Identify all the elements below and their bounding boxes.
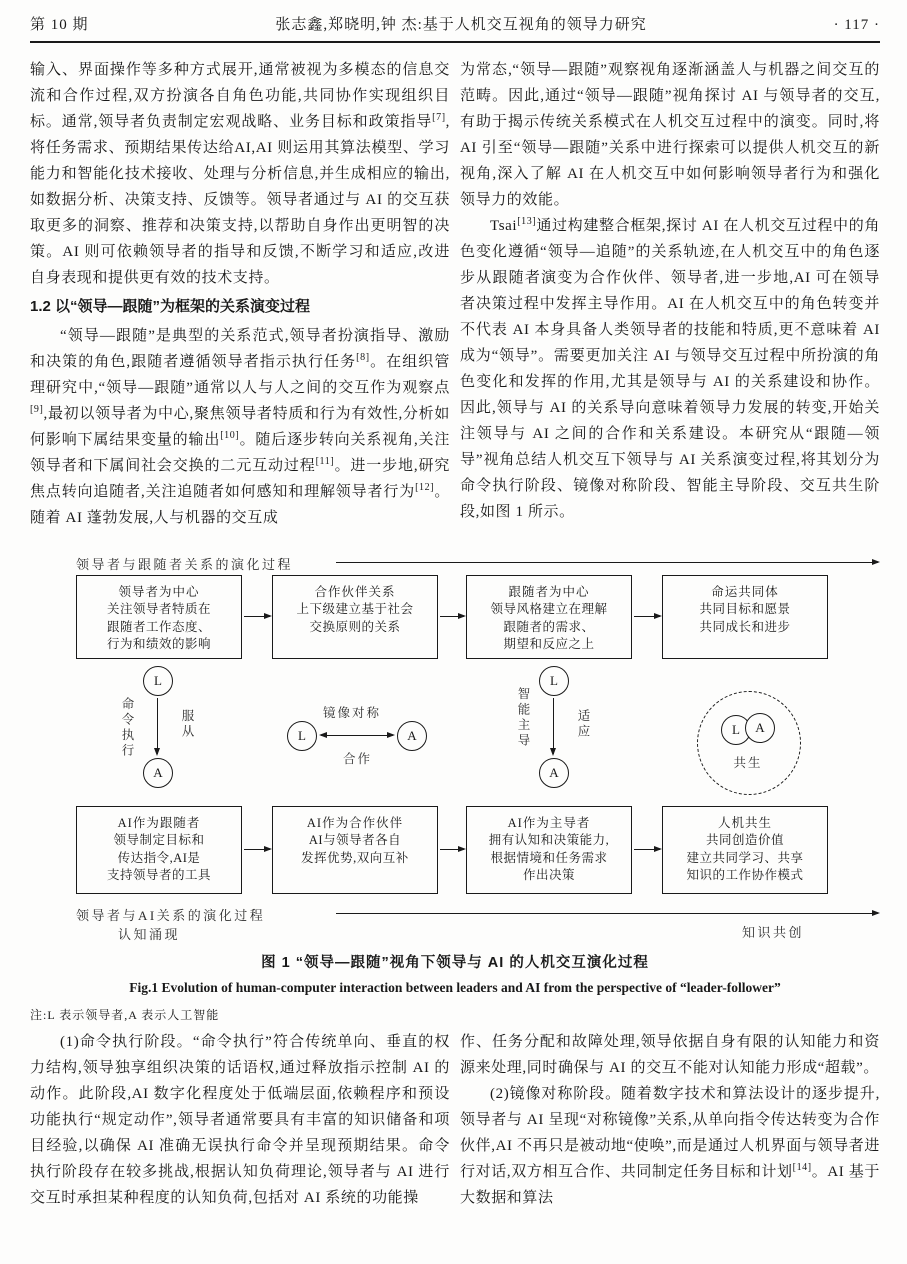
- flow-box-leader-centered: [76, 575, 242, 659]
- paragraph: Tsai[13]通过构建整合框架,探讨 AI 在人机交互过程中的角色变化遵循“领导—追随”的关系轨迹,在人机交互中的角色逐步从跟随者演变为合作伙伴、领导者,进一步地,AI 可在领导者决策过程中发挥主导作用。AI 在人机交互中的角色转变并不代表 AI 本身具备人类领导者的技能和特质,更不意味着 AI 成为“领导”。需要更加关注 AI 与领导交互过程中所扮演的角色变化和发挥的作用,尤其是领导与 AI 的关系建设和协作。因此,领导与 AI 的关系导向意味着领导力发展的转变,开始关注领导与 AI 之间的合作和关系建设。本研究从“跟随—领导”视角总结人机交互下领导与 AI 关系演变过程,将其划分为命令执行阶段、镜像对称阶段、智能主导阶段、交互共生阶段,如图 1 所示。: [460, 216, 880, 520]
- flow-box-human-ai-symbiosis: [662, 806, 828, 894]
- down-arrow-icon: [157, 698, 158, 754]
- box-title: AI作为主导者: [507, 816, 591, 830]
- box-line: 领导风格建立在理解: [490, 602, 608, 616]
- relation-label-obey: 服从: [180, 709, 194, 740]
- box-title: 跟随者为中心: [508, 585, 590, 599]
- box-line: 支持领导者的工具: [106, 868, 211, 882]
- box-line: 跟随者工作态度、: [106, 619, 211, 634]
- flow-arrow-icon: [440, 616, 464, 617]
- box-line: 共同目标和愿景: [699, 602, 791, 616]
- symbiosis-circle-icon: [697, 691, 801, 795]
- paragraph: “领导—跟随”是典型的关系范式,领导者扮演指导、激励和决策的角色,跟随者遵循领导者指示执行任务[8]。在组织管理研究中,“领导—跟随”通常以人与人之间的交互作为观察点[9],最初以领导者为中心,聚焦领导者特质和行为有效性,分析如何影响下属结果变量的输出[10]。随后逐步转向关系视角,关注领导者和下属间社会交换的二元互动过程[11]。进一步地,研究焦点转向追随者,关注追随者如何感知和理解领导者行为[12]。随着 AI 蓬勃发展,人与机器的交互成: [30, 328, 451, 526]
- flow-box-ai-follower: [76, 806, 242, 894]
- bottom-axis-right-label: 知识共创: [742, 925, 805, 940]
- flow-arrow-icon: [634, 616, 660, 617]
- relation-label-ai-dominant: 智能主导: [516, 687, 530, 749]
- flow-box-community: [662, 575, 828, 659]
- box-line: 知识的工作协作模式: [686, 868, 804, 882]
- top-axis-arrow-icon: [336, 562, 878, 563]
- box-line: 共同创造价值: [705, 833, 784, 847]
- paragraph: (2)镜像对称阶段。随着数字技术和算法设计的逐步提升,领导者与 AI 呈现“对称镜像”关系,从单向指令传达转变为合作伙伴,AI 不再只是被动地“使唤”,而是通过人机界面与领导者进行对话,双方相互合作、共同制定任务目标和计划[14]。AI 基于大数据和算法: [460, 1086, 880, 1206]
- leader-node: L: [287, 721, 317, 751]
- box-line: 关注领导者特质在: [106, 602, 211, 616]
- relation-label-command: 命令执行: [120, 697, 134, 759]
- box-line: 作出决策: [522, 868, 575, 882]
- relation-label-cooperate: 合作: [343, 752, 373, 766]
- right-column: [460, 57, 880, 553]
- bottom-axis-arrow-icon: [336, 913, 878, 914]
- box-line: 发挥优势,双向互补: [301, 850, 409, 865]
- double-arrow-icon: [321, 735, 393, 736]
- running-title: 张志鑫,郑晓明,钟 杰:基于人机交互视角的领导力研究: [275, 17, 647, 33]
- box-title: 命运共同体: [711, 585, 779, 599]
- upper-text-columns: [30, 57, 880, 553]
- flow-box-ai-dominant: [466, 806, 632, 894]
- paragraph: (1)命令执行阶段。“命令执行”符合传统单向、垂直的权力结构,领导独享组织决策的话语权,通过释放指示控制 AI 的动作。此阶段,AI 数字化程度处于低端层面,依赖程序和预设功能执行“规定动作”,领导者通常要具有丰富的知识储备和项目经验,以确保 AI 准确无误执行命令并呈现预期结果。命令执行阶段存在较多挑战,根据认知负荷理论,领导者与 AI 进行交互时承担某种程度的认知负荷,包括对 AI 系统的功能操: [30, 1034, 450, 1206]
- box-line: 跟随者的需求、: [503, 619, 595, 634]
- top-axis-label: 领导者与跟随者关系的演化过程: [76, 557, 294, 572]
- box-line: 期望和反应之上: [503, 637, 595, 651]
- caption-block: [0, 951, 907, 1261]
- flow-box-follower-centered: [466, 575, 632, 659]
- flow-arrow-icon: [634, 849, 660, 850]
- leader-node: L: [721, 715, 751, 745]
- down-arrow-icon: [553, 698, 554, 754]
- relation-label-mirror: 镜像对称: [323, 706, 382, 720]
- lower-text-columns: [30, 1029, 880, 1261]
- page-body: [0, 0, 907, 553]
- box-line: 拥有认知和决策能力,: [488, 833, 610, 847]
- flow-arrow-icon: [244, 616, 270, 617]
- figure-caption-zh: 图 1 “领导—跟随”视角下领导与 AI 的人机交互演化过程: [261, 955, 649, 971]
- paragraph: 作、任务分配和故障处理,领导依据自身有限的认知能力和资源来处理,同时确保与 AI 的交互不能对认知能力形成“超载”。: [460, 1034, 880, 1076]
- box-line: 领导制定目标和: [113, 833, 205, 847]
- paragraph: 输入、界面操作等多种方式展开,通常被视为多模态的信息交流和合作过程,双方扮演各自角色功能,共同协作实现组织目标。通常,领导者负责制定宏观战略、业务目标和政策指导[7],将任务需求、预期结果传达给AI,AI 则运用其算法模型、学习能力和智能化技术接收、处理与分析信息,并生成相应的输出,如数据分析、决策支持、反馈等。领导者通过与 AI 的交互获取更多的洞察、推荐和决策支持,以帮助自身作出更明智的决策。AI 则可依赖领导者的指导和反馈,不断学习和适应,改进自身表现和提供更有效的技术支持。: [30, 62, 450, 286]
- flow-box-ai-partner: [272, 806, 438, 894]
- flow-arrow-icon: [244, 849, 270, 850]
- header-rule: [30, 41, 880, 43]
- issue-number: 第 10 期: [30, 17, 89, 33]
- leader-node: L: [539, 666, 569, 696]
- figure-note: 注:L 表示领导者,A 表示人工智能: [30, 1008, 220, 1022]
- box-line: AI与领导者各自: [308, 833, 402, 847]
- left-column-lower: [30, 1029, 450, 1261]
- box-title: 合作伙伴关系: [314, 585, 396, 599]
- leader-node: L: [143, 666, 173, 696]
- box-line: 建立共同学习、共享: [686, 850, 804, 865]
- figure-1-diagram: [0, 553, 907, 945]
- ai-node: A: [397, 721, 427, 751]
- bottom-axis-sublabel: 认知涌现: [118, 927, 181, 942]
- ai-node: A: [745, 713, 775, 743]
- section-heading-1-2: 1.2 以“领导—跟随”为框架的关系演变过程: [30, 298, 311, 315]
- ai-node: A: [539, 758, 569, 788]
- box-title: 领导者为中心: [118, 585, 200, 599]
- box-line: 传达指令,AI是: [117, 850, 201, 865]
- right-column-lower: [460, 1029, 880, 1261]
- box-line: 共同成长和进步: [699, 619, 791, 634]
- flow-arrow-icon: [440, 849, 464, 850]
- bottom-axis-label: 领导者与AI关系的演化过程: [76, 908, 266, 923]
- figure-caption-en: Fig.1 Evolution of human-computer interaction between leaders and AI from the perspective of “leader-follower”: [129, 980, 781, 995]
- page-number: · 117 ·: [833, 17, 880, 33]
- flow-box-partnership: [272, 575, 438, 659]
- box-line: 交换原则的关系: [309, 619, 401, 634]
- left-column: [30, 57, 450, 553]
- paragraph: 为常态,“领导—跟随”观察视角逐渐涵盖人与机器之间交互的范畴。因此,通过“领导—跟随”视角探讨 AI 与领导者的交互,有助于揭示传统关系模式在人机交互过程中的演变。同时,将 AI 引至“领导—跟随”关系中进行探索可以提供人机交互的新视角,深入了解 AI 在人机交互中如何影响领导者行为和强化领导力的效能。: [460, 62, 880, 208]
- box-title: AI作为跟随者: [117, 816, 201, 830]
- box-line: 行为和绩效的影响: [106, 637, 211, 651]
- box-line: 上下级建立基于社会: [296, 602, 414, 616]
- box-title: 人机共生: [717, 816, 772, 830]
- page-header: [30, 0, 880, 34]
- box-title: AI作为合作伙伴: [306, 816, 404, 830]
- relation-label-adapt: 适应: [576, 709, 590, 740]
- ai-node: A: [143, 758, 173, 788]
- box-line: 根据情境和任务需求: [490, 850, 608, 865]
- relation-label-symbiosis: 共生: [733, 756, 763, 770]
